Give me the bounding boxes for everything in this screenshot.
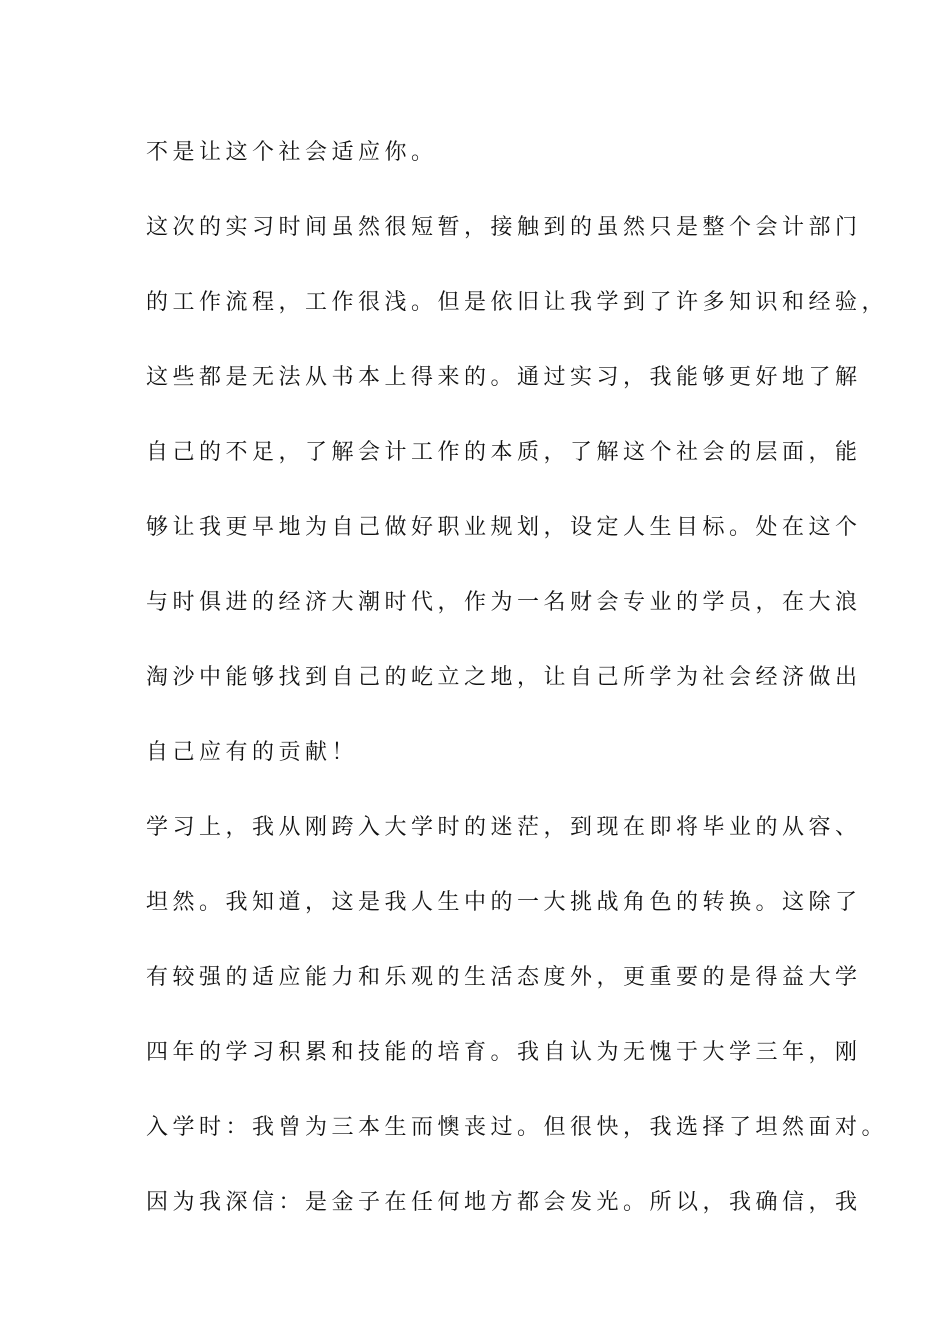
text-line: 坦然。我知道，这是我人生中的一大挑战角色的转换。这除了 [146, 890, 862, 915]
text-line: 与时俱进的经济大潮时代，作为一名财会专业的学员，在大浪 [146, 590, 862, 615]
text-line: 自己应有的贡献！ [146, 740, 359, 765]
text-line: 因为我深信：是金子在任何地方都会发光。所以，我确信，我 [146, 1190, 862, 1215]
text-line: 有较强的适应能力和乐观的生活态度外，更重要的是得益大学 [146, 965, 862, 990]
text-line: 够让我更早地为自己做好职业规划，设定人生目标。处在这个 [146, 515, 862, 540]
text-line: 入学时：我曾为三本生而懊丧过。但很快，我选择了坦然面对。 [146, 1115, 889, 1140]
text-line: 淘沙中能够找到自己的屹立之地，让自己所学为社会经济做出 [146, 665, 862, 690]
text-line: 自己的不足，了解会计工作的本质，了解这个社会的层面，能 [146, 440, 862, 465]
text-line: 这次的实习时间虽然很短暂，接触到的虽然只是整个会计部门 [146, 215, 862, 240]
text-line: 四年的学习积累和技能的培育。我自认为无愧于大学三年，刚 [146, 1040, 862, 1065]
text-line: 学习上，我从刚跨入大学时的迷茫，到现在即将毕业的从容、 [146, 815, 862, 840]
body-text [146, 129, 889, 1254]
text-line: 的工作流程，工作很浅。但是依旧让我学到了许多知识和经验， [146, 290, 889, 315]
text-line: 不是让这个社会适应你。 [146, 140, 438, 165]
text-line: 这些都是无法从书本上得来的。通过实习，我能够更好地了解 [146, 365, 862, 390]
